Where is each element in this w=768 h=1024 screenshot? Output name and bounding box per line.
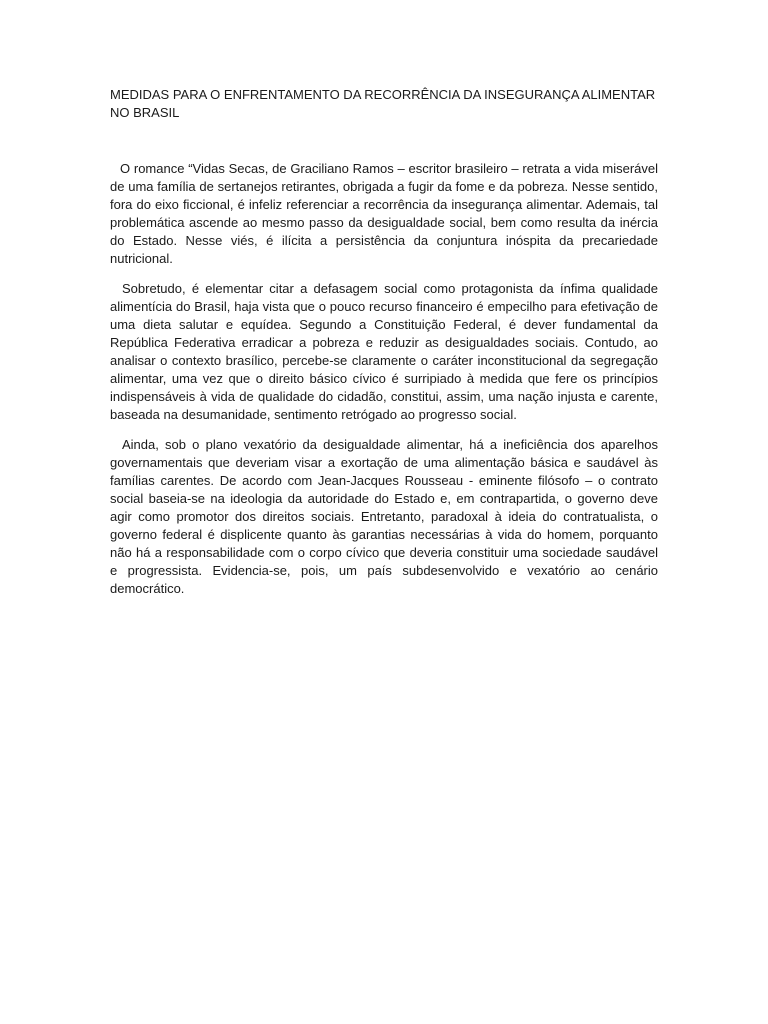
document-body <box>110 160 658 598</box>
paragraph-development-2: Ainda, sob o plano vexatório da desigualdade alimentar, há a ineficiência dos aparelhos governamentais que deveriam visar a exortação de uma alimentação básica e saudável às famílias carentes. De acordo com Jean-Jacques Rousseau - eminente filósofo – o contrato social baseia-se na ideologia da autoridade do Estado e, em contrapartida, o governo deve agir como promotor dos direitos sociais. Entretanto, paradoxal à ideia do contratualista, o governo federal é displicente quanto às garantias necessárias à vida do homem, porquanto não há a responsabilidade com o corpo cívico que deveria constituir uma sociedade saudável e progressista. Evidencia-se, pois, um país subdesenvolvido e vexatório ao cenário democrático. <box>110 437 658 596</box>
document-title: MEDIDAS PARA O ENFRENTAMENTO DA RECORRÊNCIA DA INSEGURANÇA ALIMENTAR NO BRASIL <box>110 87 656 120</box>
paragraph-introduction: O romance “Vidas Secas, de Graciliano Ramos – escritor brasileiro – retrata a vida miserável de uma família de sertanejos retirantes, obrigada a fugir da fome e da pobreza. Nesse sentido, fora do eixo ficcional, é infeliz referenciar a recorrência da insegurança alimentar. Ademais, tal problemática ascende ao mesmo passo da desigualdade social, bem como resulta da inércia do Estado. Nesse viés, é ilícita a persistência da conjuntura inóspita da precariedade nutricional. <box>110 161 658 266</box>
paragraph-development-1: Sobretudo, é elementar citar a defasagem social como protagonista da ínfima qualidade alimentícia do Brasil, haja vista que o pouco recurso financeiro é empecilho para efetivação de uma dieta salutar e equídea. Segundo a Constituição Federal, é dever fundamental da República Federativa erradicar a pobreza e reduzir as desigualdades sociais. Contudo, ao analisar o contexto brasílico, percebe-se claramente o caráter inconstitucional da segregação alimentar, uma vez que o direito básico cívico é surripiado à medida que fere os princípios indispensáveis à vida de qualidade do cidadão, constitui, assim, uma nação injusta e carente, baseada na desumanidade, sentimento retrógado ao progresso social. <box>110 281 658 422</box>
document-content <box>110 86 658 610</box>
